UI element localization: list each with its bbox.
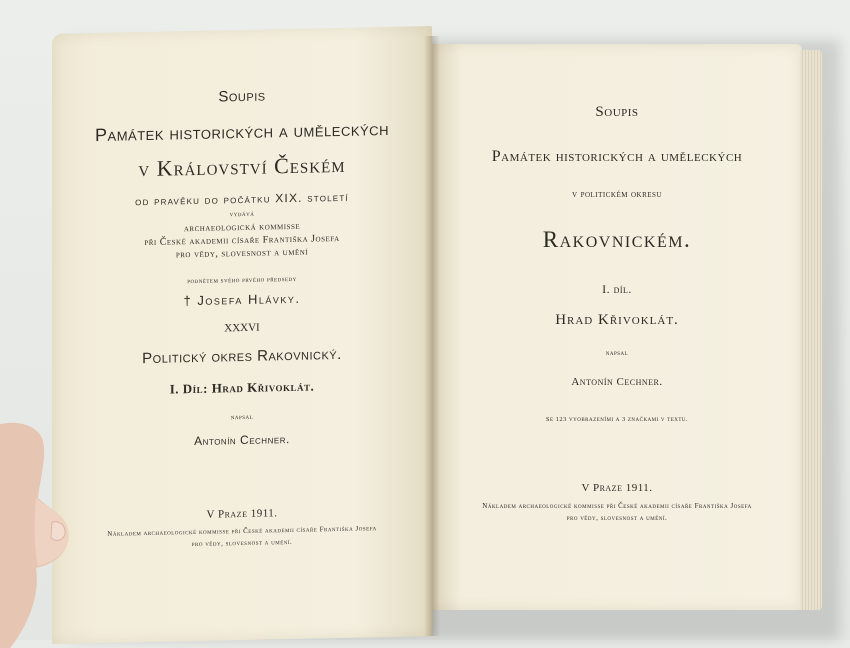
right-imprint-line1: Nákladem archaeologické kommisse při České akademii císaře Františka Josefa — [482, 502, 752, 510]
book-spine-gutter — [424, 36, 440, 636]
left-vydava: vydává — [229, 209, 255, 219]
left-founder-note: podnětem svého prvého předsedy — [187, 274, 297, 286]
left-napsal: napsal — [230, 412, 254, 422]
right-title-page — [432, 44, 802, 610]
hand-holding-page — [0, 418, 110, 648]
page-block-edges — [800, 50, 822, 610]
right-part: I. díl. — [602, 282, 632, 296]
left-district: Politický okres Rakovnický. — [142, 345, 342, 368]
right-author: Antonín Cechner. — [571, 376, 663, 388]
left-title-line2: v Království Českém — [138, 151, 346, 182]
right-title-line1: Památek historických a uměleckých — [491, 148, 743, 165]
left-imprint-line2: pro vědy, slovesnost a umění. — [191, 537, 293, 549]
right-illustrations: Se 123 vyobrazeními a 3 značkami v textu. — [545, 416, 689, 423]
left-imprint-place: V Praze 1911. — [206, 507, 278, 521]
left-imprint-line1: Nákladem archaeologické kommisse při České akademii císaře Františka Josefa — [107, 524, 377, 538]
left-author: Antonín Cechner. — [194, 431, 290, 449]
left-period: od pravěku do počátku XIX. století — [135, 189, 349, 209]
right-castle: Hrad Křivoklát. — [555, 312, 679, 328]
right-imprint-line2: pro vědy, slovesnost a umění. — [566, 514, 668, 522]
right-district-intro: v politickém okresu — [572, 189, 662, 200]
right-imprint-place: V Praze 1911. — [581, 482, 653, 494]
right-district-name: Rakovnickém. — [542, 227, 692, 252]
right-napsal: napsal — [605, 349, 629, 357]
left-soupis: Soupis — [218, 87, 266, 106]
left-publisher-line1: archaeologická kommisse — [183, 220, 301, 235]
left-title-line1: Památek historických a uměleckých — [95, 118, 389, 146]
left-part: I. Díl: Hrad Křivoklát. — [169, 378, 315, 397]
right-soupis: Soupis — [595, 104, 639, 120]
left-founder-name: † Josefa Hlávky. — [183, 290, 301, 309]
left-publisher-line3: pro vědy, slovesnost a umění — [175, 246, 309, 261]
left-volume: XXXVI — [224, 321, 260, 335]
left-publisher-line2: při České akademii císaře Františka Josefa — [144, 232, 340, 249]
